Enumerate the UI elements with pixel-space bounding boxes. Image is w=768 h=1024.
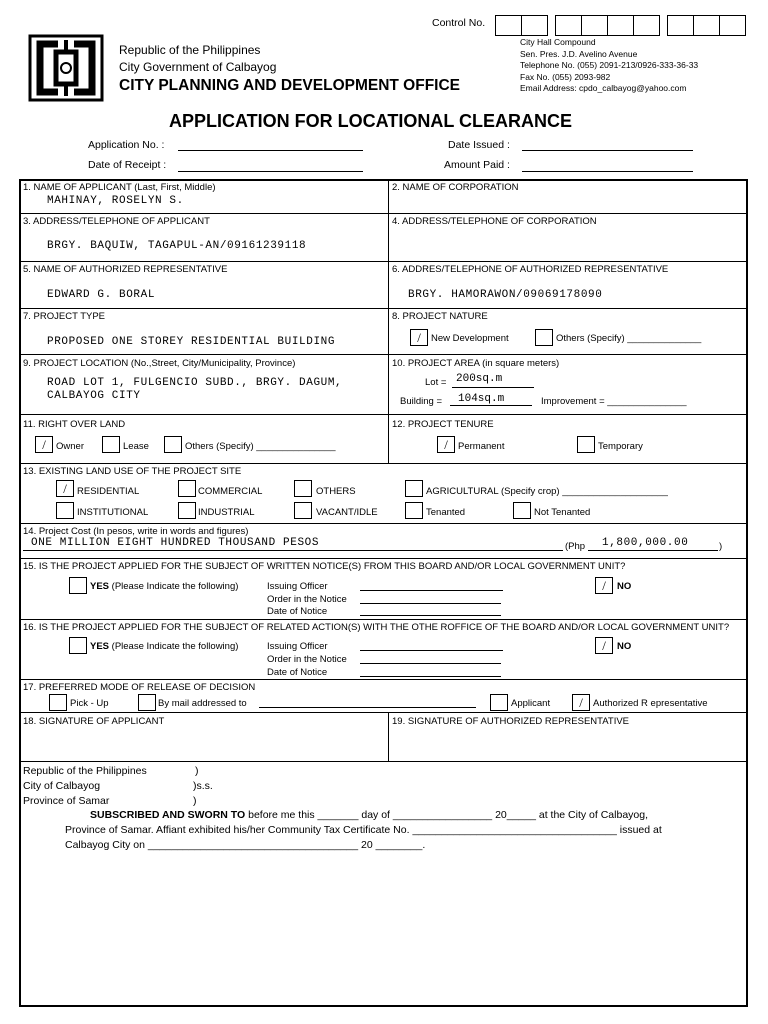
jurat-sworn-line xyxy=(90,809,648,821)
representative-address-value[interactable]: BRGY. HAMORAWON/09069178090 xyxy=(408,289,603,301)
project-location-label: 9. PROJECT LOCATION (No.,Street, City/Municipality, Province) xyxy=(23,358,296,369)
applicant-name-value[interactable]: MAHINAY, ROSELYN S. xyxy=(47,195,184,207)
permanent-checkbox[interactable]: / xyxy=(437,436,455,453)
location-line: ROAD LOT 1, FULGENCIO SUBD., BRGY. DAGUM, xyxy=(47,377,343,389)
q15-order-notice-label: Order in the Notice xyxy=(267,594,347,605)
q15-no-checkbox[interactable]: / xyxy=(595,577,613,594)
tenanted-label: Tenanted xyxy=(426,507,466,518)
office-name: CITY PLANNING AND DEVELOPMENT OFFICE xyxy=(119,77,461,94)
tenanted-checkbox[interactable] xyxy=(405,502,423,519)
project-nature-label: 8. PROJECT NATURE xyxy=(392,311,488,322)
q15-issuing-officer-label: Issuing Officer xyxy=(267,581,328,592)
representative-signature-label: 19. SIGNATURE OF AUTHORIZED REPRESENTATIVE xyxy=(392,716,630,727)
jurat-republic-paren: ) xyxy=(195,765,199,777)
form-frame xyxy=(19,179,748,1007)
temporary-checkbox[interactable] xyxy=(577,436,595,453)
release-mode-label: 17. PREFERRED MODE OF RELEASE OF DECISION xyxy=(23,682,256,693)
land-use-others-checkbox[interactable] xyxy=(294,480,312,497)
release-applicant-label: Applicant xyxy=(511,698,551,709)
q15-date-notice-label: Date of Notice xyxy=(267,606,328,617)
applicant-signature-label: 18. SIGNATURE OF APPLICANT xyxy=(23,716,165,727)
office-address xyxy=(520,37,698,95)
jurat-ss: )s.s. xyxy=(193,780,213,792)
jurat-province-paren: ) xyxy=(193,795,197,807)
nature-others-checkbox[interactable] xyxy=(535,329,553,346)
pickup-label: Pick - Up xyxy=(70,698,109,709)
corporation-name-label: 2. NAME OF CORPORATION xyxy=(392,182,519,193)
q16-issuing-officer-label: Issuing Officer xyxy=(267,641,328,652)
application-no-field[interactable] xyxy=(178,150,363,151)
residential-label: RESIDENTIAL xyxy=(77,486,140,497)
q16-yes-checkbox[interactable] xyxy=(69,637,87,654)
residential-checkbox[interactable]: / xyxy=(56,480,74,497)
not-tenanted-label: Not Tenanted xyxy=(534,507,591,518)
industrial-label: INDUSTRIAL xyxy=(198,507,255,518)
project-tenure-label: 12. PROJECT TENURE xyxy=(392,419,494,430)
location-line: CALBAYOG CITY xyxy=(47,390,141,402)
agricultural-label: AGRICULTURAL (Specify crop) ____________________ xyxy=(426,486,668,497)
yes-instructions: (Please Indicate the following) xyxy=(111,641,239,652)
jurat-issued-line: Calbayog City on ____________________________________ 20 ________. xyxy=(65,839,426,851)
yes-text: YES xyxy=(90,581,110,592)
right-over-land-label: 11. RIGHT OVER LAND xyxy=(23,419,126,430)
project-cost-figures[interactable]: 1,800,000.00 xyxy=(602,537,689,549)
date-issued-field[interactable] xyxy=(522,150,693,151)
sworn-rest-text: before me this _______ day of _________________ 20_____ at the City of Calbayog, xyxy=(248,809,649,821)
jurat-province: Province of Samar xyxy=(23,795,110,807)
mail-label: By mail addressed to xyxy=(158,698,247,709)
project-cost-label: 14. Project Cost (In pesos, write in words and figures) xyxy=(23,526,249,537)
representative-name-value[interactable]: EDWARD G. BORAL xyxy=(47,289,156,301)
institutional-checkbox[interactable] xyxy=(56,502,74,519)
building-label: Building = xyxy=(400,396,442,407)
telephone-line: Telephone No. (055) 2091-213/0926-333-36-33 xyxy=(520,60,699,71)
date-receipt-field[interactable] xyxy=(178,171,363,172)
application-no-label: Application No. : xyxy=(88,139,165,151)
temporary-label: Temporary xyxy=(598,441,643,452)
amount-paid-label: Amount Paid : xyxy=(444,159,510,171)
corporation-address-label: 4. ADDRESS/TELEPHONE OF CORPORATION xyxy=(392,216,597,227)
q16-order-notice-label: Order in the Notice xyxy=(267,654,347,665)
project-cost-words[interactable]: ONE MILLION EIGHT HUNDRED THOUSAND PESOS xyxy=(31,537,320,549)
project-area-label: 10. PROJECT AREA (in square meters) xyxy=(392,358,560,369)
q16-no-checkbox[interactable]: / xyxy=(595,637,613,654)
land-use-label: 13. EXISTING LAND USE OF THE PROJECT SITE xyxy=(23,466,242,477)
yes-instructions: (Please Indicate the following) xyxy=(111,581,239,592)
new-development-checkbox[interactable]: / xyxy=(410,329,428,346)
new-development-label: New Development xyxy=(431,333,509,344)
release-authorized-label: Authorized R epresentative xyxy=(593,698,708,709)
jurat-republic: Republic of the Philippines xyxy=(23,765,147,777)
sworn-bold-text: SUBSCRIBED AND SWORN TO xyxy=(90,809,246,821)
q15-no-label: NO xyxy=(617,581,632,592)
php-label: (Php xyxy=(565,541,586,552)
republic-text: Republic of the Philippines xyxy=(119,43,261,57)
applicant-address-label: 3. ADDRESS/TELEPHONE OF APPLICANT xyxy=(23,216,210,227)
mail-checkbox[interactable] xyxy=(138,694,156,711)
land-use-others-label: OTHERS xyxy=(316,486,356,497)
land-others-checkbox[interactable] xyxy=(164,436,182,453)
yes-text: YES xyxy=(90,641,110,652)
lot-label: Lot = xyxy=(425,377,447,388)
owner-checkbox[interactable]: / xyxy=(35,436,53,453)
date-receipt-label: Date of Receipt : xyxy=(88,159,167,171)
land-others-label: Others (Specify) _______________ xyxy=(185,441,336,452)
q15-yes-label xyxy=(90,581,238,592)
related-action-question: 16. IS THE PROJECT APPLIED FOR THE SUBJECT OF RELATED ACTION(S) WITH THE OTHE ROFFICE OF THE BOARD AND/OR LOCAL GOVERNMENT UNIT? xyxy=(23,622,730,633)
city-government-text: City Government of Calbayog xyxy=(119,60,277,74)
project-type-value[interactable]: PROPOSED ONE STOREY RESIDENTIAL BUILDING xyxy=(47,336,336,348)
cpdo-logo-icon xyxy=(28,34,104,102)
representative-name-label: 5. NAME OF AUTHORIZED REPRESENTATIVE xyxy=(23,264,228,275)
amount-paid-field[interactable] xyxy=(522,171,693,172)
lot-value[interactable]: 200sq.m xyxy=(456,373,503,385)
fax-line: Fax No. (055) 2093-982 xyxy=(520,71,611,82)
mail-address-field[interactable] xyxy=(259,707,476,708)
project-location-value[interactable] xyxy=(47,377,342,403)
release-applicant-checkbox[interactable] xyxy=(490,694,508,711)
written-notice-question: 15. IS THE PROJECT APPLIED FOR THE SUBJECT OF WRITTEN NOTICE(S) FROM THIS BOARD AND/OR LOCAL GOVERNMENT UNIT? xyxy=(23,561,626,572)
q16-no-label: NO xyxy=(617,641,632,652)
pickup-checkbox[interactable] xyxy=(49,694,67,711)
industrial-checkbox[interactable] xyxy=(178,502,196,519)
form-title: APPLICATION FOR LOCATIONAL CLEARANCE xyxy=(169,111,572,131)
address-line: City Hall Compound xyxy=(520,37,596,47)
jurat-ctc-line: Province of Samar. Affiant exhibited his/her Community Tax Certificate No. ___________________________________ issued at xyxy=(65,824,662,836)
jurat-city: City of Calbayog xyxy=(23,780,101,792)
q16-date-notice-label: Date of Notice xyxy=(267,667,328,678)
date-issued-label: Date Issued : xyxy=(448,139,510,151)
permanent-label: Permanent xyxy=(458,441,505,452)
email-line: Email Address: cpdo_calbayog@yahoo.com xyxy=(520,83,687,94)
lease-label: Lease xyxy=(123,441,149,452)
address-line: Sen. Pres. J.D. Avelino Avenue xyxy=(520,48,638,59)
nature-others-label: Others (Specify) ______________ xyxy=(556,333,702,344)
q16-yes-label xyxy=(90,641,238,652)
applicant-address-value[interactable]: BRGY. BAQUIW, TAGAPUL-AN/09161239118 xyxy=(47,240,307,252)
q15-yes-checkbox[interactable] xyxy=(69,577,87,594)
lease-checkbox[interactable] xyxy=(102,436,120,453)
representative-address-label: 6. ADDRES/TELEPHONE OF AUTHORIZED REPRESENTATIVE xyxy=(392,264,669,275)
not-tenanted-checkbox[interactable] xyxy=(513,502,531,519)
vacant-label: VACANT/IDLE xyxy=(316,507,378,518)
owner-label: Owner xyxy=(56,441,84,452)
php-close: ) xyxy=(719,541,723,552)
improvement-label: Improvement = _______________ xyxy=(541,396,687,407)
release-authorized-checkbox[interactable]: / xyxy=(572,694,590,711)
institutional-label: INSTITUTIONAL xyxy=(77,507,149,518)
agricultural-checkbox[interactable] xyxy=(405,480,423,497)
commercial-label: COMMERCIAL xyxy=(198,486,263,497)
control-no-label: Control No. xyxy=(432,17,486,29)
applicant-name-label: 1. NAME OF APPLICANT (Last, First, Middle) xyxy=(23,182,216,193)
project-type-label: 7. PROJECT TYPE xyxy=(23,311,106,322)
commercial-checkbox[interactable] xyxy=(178,480,196,497)
building-value[interactable]: 104sq.m xyxy=(458,393,505,405)
vacant-checkbox[interactable] xyxy=(294,502,312,519)
